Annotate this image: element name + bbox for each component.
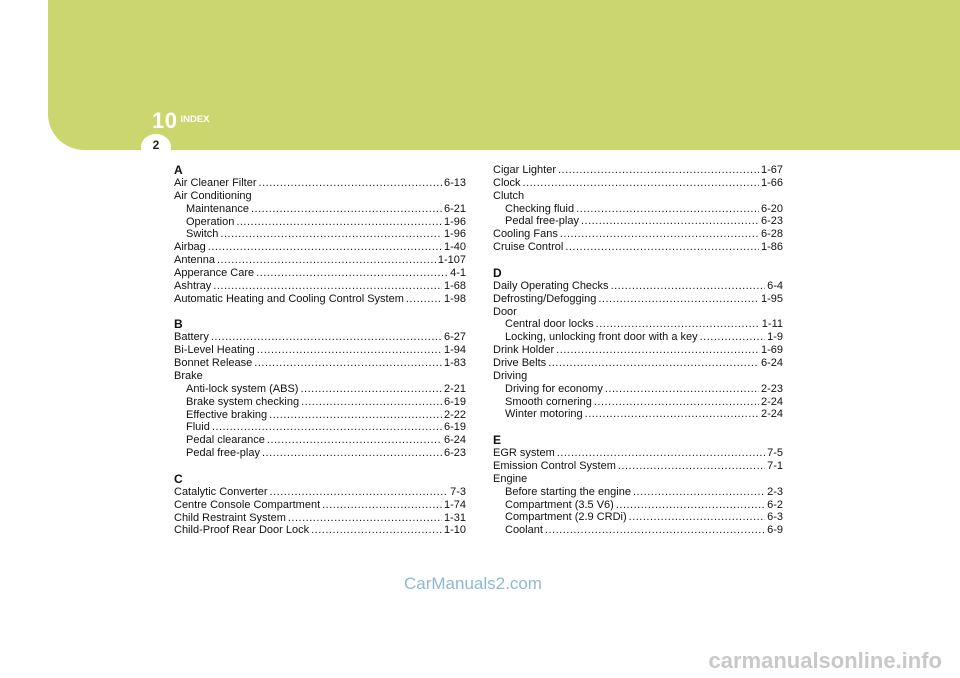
- index-heading: Door: [493, 305, 517, 318]
- leader-dots: [259, 177, 442, 190]
- leader-dots: [251, 203, 442, 216]
- leader-dots: [633, 486, 765, 499]
- entry-label: Central door locks: [505, 318, 594, 331]
- index-entry[interactable]: [493, 280, 783, 293]
- watermark-link[interactable]: CarManuals2.com: [404, 574, 542, 593]
- leader-dots: [596, 318, 760, 331]
- entry-page: 1-31: [443, 511, 466, 524]
- section-letter: E: [493, 433, 502, 448]
- index-entry[interactable]: [174, 499, 466, 512]
- leader-dots: [236, 216, 442, 229]
- entry-label: Winter motoring: [505, 408, 583, 421]
- entry-label: Air Cleaner Filter: [174, 177, 257, 189]
- index-entry[interactable]: [174, 383, 466, 396]
- leader-dots: [629, 511, 765, 524]
- index-entry[interactable]: [174, 203, 466, 216]
- leader-dots: [262, 447, 442, 460]
- index-entry[interactable]: [493, 228, 783, 241]
- leader-dots: [208, 241, 442, 254]
- entry-page: 1-67: [760, 164, 783, 176]
- index-column-left: [174, 164, 466, 537]
- entry-page: 2-23: [760, 382, 783, 395]
- index-entry[interactable]: [174, 512, 466, 525]
- entry-label: Bi-Level Heating: [174, 344, 255, 357]
- section-gap: [493, 421, 783, 434]
- leader-dots: [700, 331, 765, 344]
- chapter-heading: [152, 110, 210, 132]
- leader-dots: [576, 203, 759, 216]
- entry-label: Anti-lock system (ABS): [186, 382, 299, 395]
- index-entry[interactable]: [174, 267, 466, 280]
- entry-page: 6-20: [760, 202, 783, 215]
- index-entry[interactable]: [174, 177, 466, 190]
- entry-label: Pedal free-play: [505, 215, 579, 228]
- entry-page: 6-2: [767, 498, 783, 511]
- index-entry[interactable]: [493, 241, 783, 254]
- entry-label: Antenna: [174, 254, 215, 267]
- entry-label: Battery: [174, 331, 209, 344]
- index-entry[interactable]: [174, 409, 466, 422]
- index-entry[interactable]: [493, 499, 783, 512]
- leader-dots: [618, 460, 765, 473]
- entry-page: 6-19: [443, 395, 466, 408]
- leader-dots: [211, 331, 442, 344]
- entry-page: 1-83: [443, 357, 466, 370]
- entry-label: EGR system: [493, 447, 555, 460]
- entry-page: 6-24: [760, 356, 783, 369]
- leader-dots: [270, 486, 449, 499]
- leader-dots: [565, 241, 759, 254]
- section-gap: [174, 460, 466, 473]
- entry-label: Catalytic Converter: [174, 485, 268, 498]
- index-entry[interactable]: [174, 280, 466, 293]
- leader-dots: [581, 215, 759, 228]
- index-entry[interactable]: [174, 216, 466, 229]
- entry-page: 1-107: [437, 254, 466, 267]
- entry-page: 2-3: [767, 485, 783, 498]
- chapter-title: INDEX: [180, 114, 210, 125]
- entry-label: Pedal free-play: [186, 447, 260, 460]
- index-entry[interactable]: [174, 344, 466, 357]
- leader-dots: [558, 164, 759, 177]
- index-entry[interactable]: [493, 396, 783, 409]
- entry-label: Apperance Care: [174, 266, 255, 279]
- entry-label: Ashtray: [174, 279, 212, 292]
- entry-page: 7-1: [767, 460, 783, 473]
- index-entry[interactable]: [493, 511, 783, 524]
- entry-page: 7-3: [450, 485, 466, 498]
- entry-page: 2-24: [760, 395, 783, 408]
- index-entry[interactable]: [493, 331, 783, 344]
- entry-label: Daily Operating Checks: [493, 279, 609, 292]
- entry-page: 1-86: [760, 241, 783, 254]
- index-entry[interactable]: [174, 421, 466, 434]
- index-entry[interactable]: [493, 318, 783, 331]
- leader-dots: [523, 177, 759, 190]
- leader-dots: [605, 383, 759, 396]
- entry-label: Cooling Fans: [493, 228, 558, 241]
- chapter-number: 10: [152, 108, 178, 133]
- entry-page: 6-24: [443, 434, 466, 447]
- index-entry[interactable]: [493, 344, 783, 357]
- entry-page: 6-3: [767, 511, 783, 524]
- leader-dots: [585, 408, 759, 421]
- entry-page: 1-98: [443, 292, 466, 305]
- section-letter: C: [174, 471, 183, 486]
- index-entry[interactable]: [493, 177, 783, 190]
- entry-label: Before starting the engine: [505, 485, 631, 498]
- entry-label: Compartment (2.9 CRDi): [505, 511, 627, 524]
- entry-page: 6-19: [443, 421, 466, 434]
- index-heading: Brake: [174, 369, 203, 382]
- leader-dots: [301, 396, 442, 409]
- entry-page: 1-10: [443, 524, 466, 537]
- entry-label: Child Restraint System: [174, 511, 286, 524]
- leader-dots: [217, 254, 436, 267]
- entry-label: Coolant: [505, 524, 543, 537]
- index-entry[interactable]: [174, 293, 466, 306]
- leader-dots: [288, 512, 442, 525]
- leader-dots: [616, 499, 765, 512]
- section-letter: A: [174, 163, 183, 177]
- entry-label: Child-Proof Rear Door Lock: [174, 524, 310, 537]
- leader-dots: [257, 344, 442, 357]
- index-entry[interactable]: [174, 434, 466, 447]
- entry-label: Emission Control System: [493, 460, 616, 473]
- entry-label: Clock: [493, 176, 521, 189]
- index-entry[interactable]: [174, 254, 466, 267]
- leader-dots: [213, 280, 442, 293]
- entry-label: Cigar Lighter: [493, 164, 556, 176]
- entry-page: 7-5: [767, 447, 783, 460]
- footer-watermark: carmanualsonline.info: [708, 648, 942, 673]
- leader-dots: [406, 293, 442, 306]
- entry-label: Defrosting/Defogging: [493, 292, 597, 305]
- index-entry[interactable]: [174, 396, 466, 409]
- entry-page: 1-69: [760, 344, 783, 357]
- entry-label: Smooth cornering: [505, 395, 592, 408]
- index-entry[interactable]: [174, 447, 466, 460]
- entry-page: 6-21: [443, 202, 466, 215]
- index-entry[interactable]: [493, 293, 783, 306]
- entry-label: Driving for economy: [505, 382, 603, 395]
- section-letter: D: [493, 265, 502, 280]
- entry-page: 6-27: [443, 331, 466, 344]
- entry-page: 2-21: [443, 382, 466, 395]
- leader-dots: [557, 447, 765, 460]
- entry-label: Automatic Heating and Cooling Control System: [174, 292, 404, 305]
- leader-dots: [267, 434, 442, 447]
- index-heading: Air Conditioning: [174, 189, 252, 202]
- index-entry[interactable]: [493, 215, 783, 228]
- index-heading: Driving: [493, 369, 528, 382]
- entry-page: 1-74: [443, 498, 466, 511]
- index-entry[interactable]: [493, 486, 783, 499]
- entry-label: Compartment (3.5 V6): [505, 498, 614, 511]
- section-gap: [493, 254, 783, 267]
- index-column-right: [493, 164, 783, 537]
- entry-page: 6-28: [760, 228, 783, 241]
- entry-label: Locking, unlocking front door with a key: [505, 331, 698, 344]
- entry-page: 6-23: [443, 447, 466, 460]
- entry-page: 1-94: [443, 344, 466, 357]
- leader-dots: [556, 344, 759, 357]
- index-entry[interactable]: [493, 203, 783, 216]
- index-entry[interactable]: [493, 357, 783, 370]
- entry-page: 1-9: [767, 331, 783, 344]
- index-entry[interactable]: [493, 447, 783, 460]
- entry-page: 1-66: [760, 176, 783, 189]
- index-entry[interactable]: [174, 486, 466, 499]
- entry-label: Brake system checking: [186, 395, 300, 408]
- page-number: 2: [141, 134, 171, 160]
- leader-dots: [212, 421, 442, 434]
- leader-dots: [300, 383, 442, 396]
- entry-label: Bonnet Release: [174, 357, 253, 370]
- index-entry[interactable]: [174, 357, 466, 370]
- entry-page: 1-96: [443, 215, 466, 228]
- entry-page: 6-13: [443, 177, 466, 189]
- index-entry[interactable]: [493, 383, 783, 396]
- leader-dots: [220, 228, 442, 241]
- index-entry[interactable]: [174, 331, 466, 344]
- entry-label: Pedal clearance: [186, 434, 265, 447]
- leader-dots: [322, 499, 442, 512]
- leader-dots: [560, 228, 759, 241]
- index-entry[interactable]: [493, 408, 783, 421]
- index-heading: Clutch: [493, 189, 525, 202]
- index-heading: Engine: [493, 472, 528, 485]
- entry-page: 2-22: [443, 408, 466, 421]
- leader-dots: [254, 357, 442, 370]
- entry-page: 4-1: [450, 266, 466, 279]
- index-entry[interactable]: [174, 228, 466, 241]
- entry-label: Switch: [186, 228, 219, 241]
- entry-page: 1-11: [761, 318, 783, 331]
- leader-dots: [548, 357, 759, 370]
- leader-dots: [598, 293, 759, 306]
- entry-label: Drive Belts: [493, 356, 547, 369]
- entry-page: 1-40: [443, 241, 466, 254]
- index-entry[interactable]: [493, 524, 783, 537]
- index-entry[interactable]: [493, 460, 783, 473]
- entry-page: 2-24: [760, 408, 783, 421]
- index-entry[interactable]: [174, 524, 466, 537]
- index-entry[interactable]: [174, 241, 466, 254]
- entry-page: 6-9: [767, 524, 783, 537]
- section-gap: [174, 305, 466, 318]
- entry-label: Effective braking: [186, 408, 268, 421]
- entry-label: Drink Holder: [493, 344, 555, 357]
- section-letter: B: [174, 317, 183, 332]
- entry-label: Fluid: [186, 421, 210, 434]
- entry-label: Maintenance: [186, 202, 249, 215]
- leader-dots: [256, 267, 448, 280]
- leader-dots: [594, 396, 759, 409]
- entry-label: Airbag: [174, 241, 206, 254]
- entry-label: Operation: [186, 215, 235, 228]
- entry-label: Centre Console Compartment: [174, 498, 321, 511]
- index-entry[interactable]: [493, 164, 783, 177]
- leader-dots: [545, 524, 765, 537]
- leader-dots: [311, 524, 442, 537]
- entry-page: 6-4: [767, 279, 783, 292]
- entry-page: 1-68: [443, 279, 466, 292]
- entry-label: Checking fluid: [505, 202, 575, 215]
- leader-dots: [269, 409, 442, 422]
- entry-page: 6-23: [760, 215, 783, 228]
- leader-dots: [611, 280, 766, 293]
- entry-page: 1-96: [443, 228, 466, 241]
- entry-page: 1-95: [760, 292, 783, 305]
- entry-label: Cruise Control: [493, 241, 564, 254]
